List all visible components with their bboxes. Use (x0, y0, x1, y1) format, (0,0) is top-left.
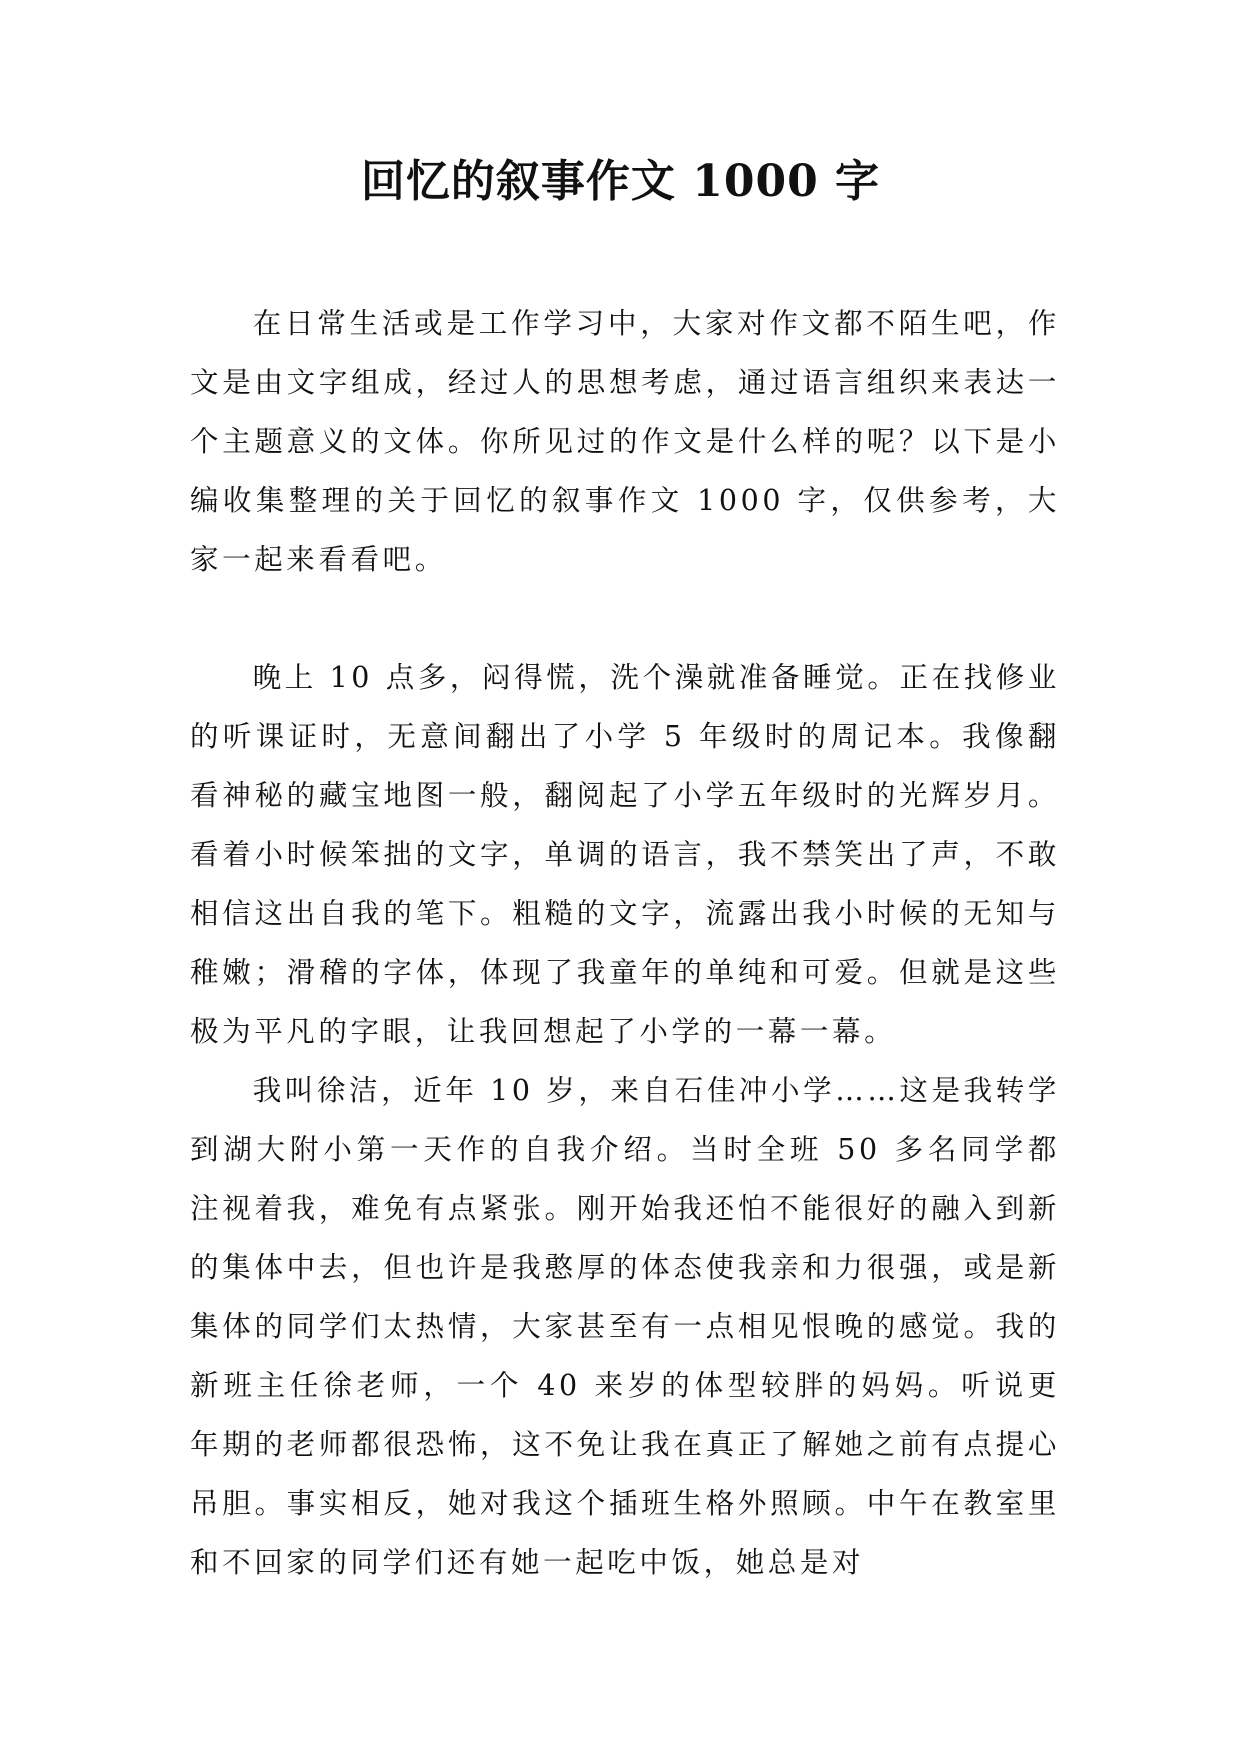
paragraph-intro: 在日常生活或是工作学习中，大家对作文都不陌生吧，作文是由文字组成，经过人的思想考虑，通过语言组织来表达一个主题意义的文体。你所见过的作文是什么样的呢？以下是小编收集整理的关于回忆的叙事作文 1000 字，仅供参考，大家一起来看看吧。 (190, 307, 1060, 576)
paragraph-1: 晚上 10 点多，闷得慌，洗个澡就准备睡觉。正在找修业的听课证时，无意间翻出了小学 5 年级时的周记本。我像翻看神秘的藏宝地图一般，翻阅起了小学五年级时的光辉岁月。看着小时候笨拙的文字，单调的语言，我不禁笑出了声，不敢相信这出自我的笔下。粗糙的文字，流露出我小时候的无知与稚嫩；滑稽的字体，体现了我童年的单纯和可爱。但就是这些极为平凡的字眼，让我回想起了小学的一幕一幕。 (190, 661, 1060, 1048)
document-body (190, 294, 1060, 1592)
document-title: 回忆的叙事作文 1000 字 (360, 156, 881, 207)
paragraph-2: 我叫徐洁，近年 10 岁，来自石佳冲小学……这是我转学到湖大附小第一天作的自我介绍。当时全班 50 多名同学都注视着我，难免有点紧张。刚开始我还怕不能很好的融入到新的集体中去，但也许是我憨厚的体态使我亲和力很强，或是新集体的同学们太热情，大家甚至有一点相见恨晚的感觉。我的新班主任徐老师，一个 40 来岁的体型较胖的妈妈。听说更年期的老师都很恐怖，这不免让我在真正了解她之前有点提心吊胆。事实相反，她对我这个插班生格外照顾。中午在教室里和不回家的同学们还有她一起吃中饭，她总是对 (190, 1074, 1060, 1579)
